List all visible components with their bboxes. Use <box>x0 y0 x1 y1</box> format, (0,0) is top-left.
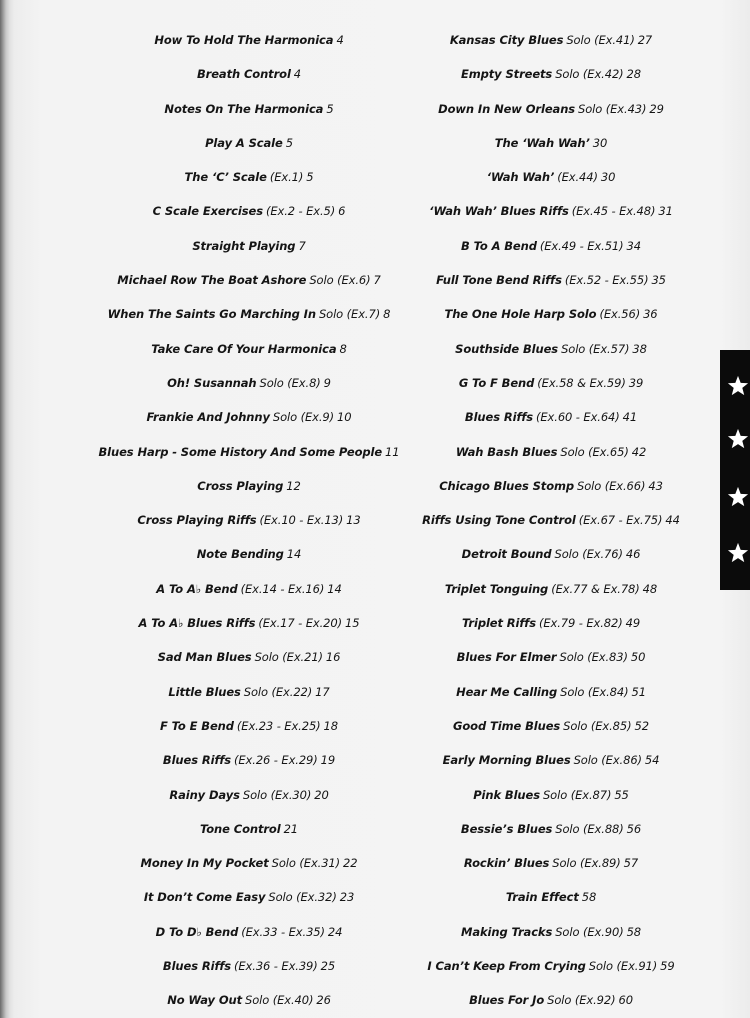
entry-note: (Ex.52 - Ex.55) <box>564 273 649 288</box>
entry-note: Solo (Ex.66) <box>577 478 646 493</box>
entry-page-number: 43 <box>648 478 663 493</box>
entry-page-number: 14 <box>286 547 302 562</box>
entry-title: B To A Bend <box>461 238 537 253</box>
entry-title: The ‘C’ Scale <box>184 170 267 185</box>
contents-entry <box>408 469 694 503</box>
entry-page-number: 13 <box>346 513 361 528</box>
entry-page-number: 51 <box>631 684 646 699</box>
contents-entry <box>84 846 414 880</box>
entry-page-number: 44 <box>665 513 680 528</box>
entry-note: Solo (Ex.7) <box>318 307 381 322</box>
entry-title: Down In New Orleans <box>438 101 576 116</box>
entry-note: Solo (Ex.22) <box>243 684 313 699</box>
contents-entry <box>84 57 414 91</box>
entry-title: Empty Streets <box>461 67 553 82</box>
entry-page-number: 10 <box>337 410 352 425</box>
entry-note: Solo (Ex.90) <box>555 924 624 939</box>
entry-page-number: 24 <box>327 924 343 939</box>
entry-note: Solo (Ex.86) <box>573 753 642 768</box>
contents-entry <box>408 846 694 880</box>
entry-title: Hear Me Calling <box>456 684 558 699</box>
contents-entry <box>408 949 694 983</box>
entry-title: Detroit Bound <box>461 547 552 562</box>
contents-entry <box>84 92 414 126</box>
entry-title: ‘Wah Wah’ Blues Riffs <box>429 204 569 219</box>
contents-entry <box>84 297 414 331</box>
entry-note: Solo (Ex.83) <box>559 650 628 665</box>
contents-entry <box>84 194 414 228</box>
entry-note: Solo (Ex.92) <box>547 993 616 1008</box>
entry-page-number: 48 <box>642 581 658 596</box>
star-icon <box>727 375 749 397</box>
contents-entry <box>408 229 694 263</box>
entry-page-number: 49 <box>625 616 641 631</box>
entry-title: Blues For Jo <box>469 993 545 1008</box>
section-tab-stars <box>720 350 750 590</box>
contents-column-left <box>84 23 414 1018</box>
entry-title: I Can’t Keep From Crying <box>427 959 586 974</box>
entry-note: Solo (Ex.76) <box>554 547 623 562</box>
entry-note: Solo (Ex.43) <box>578 101 647 116</box>
contents-entry <box>84 778 414 812</box>
entry-title: A To A♭ Bend <box>156 581 238 596</box>
contents-entry <box>84 537 414 571</box>
entry-page-number: 12 <box>286 478 301 493</box>
contents-entry <box>408 606 694 640</box>
contents-entry <box>84 880 414 914</box>
entry-page-number: 17 <box>315 684 330 699</box>
entry-title: Southside Blues <box>455 341 559 356</box>
contents-entry <box>84 126 414 160</box>
entry-title: F To E Bend <box>160 718 234 733</box>
entry-note: (Ex.26 - Ex.29) <box>234 753 318 768</box>
contents-entry <box>84 366 414 400</box>
entry-title: Rainy Days <box>169 787 240 802</box>
entry-title: ‘Wah Wah’ <box>486 170 555 185</box>
entry-note: Solo (Ex.40) <box>245 993 314 1008</box>
entry-note: Solo (Ex.42) <box>555 67 624 82</box>
entry-page-number: 4 <box>336 33 344 47</box>
entry-title: Good Time Blues <box>453 718 561 733</box>
contents-entry <box>408 709 694 743</box>
contents-entry <box>84 949 414 983</box>
entry-page-number: 23 <box>339 890 355 905</box>
entry-note: Solo (Ex.30) <box>242 787 312 802</box>
entry-page-number: 14 <box>327 581 342 596</box>
entry-page-number: 36 <box>643 307 658 322</box>
entry-note: Solo (Ex.6) <box>309 273 371 288</box>
entry-title: No Way Out <box>167 993 242 1008</box>
entry-note: Solo (Ex.91) <box>588 959 658 974</box>
entry-page-number: 52 <box>634 718 649 733</box>
entry-title: Early Morning Blues <box>442 753 571 768</box>
contents-entry <box>408 778 694 812</box>
entry-title: Tone Control <box>199 821 281 836</box>
entry-title: Triplet Tonguing <box>444 581 549 596</box>
entry-note: (Ex.49 - Ex.51) <box>539 238 624 253</box>
entry-page-number: 9 <box>323 375 331 390</box>
contents-entry <box>408 23 694 57</box>
entry-page-number: 42 <box>631 444 647 459</box>
entry-page-number: 5 <box>326 101 334 116</box>
entry-title: Breath Control <box>196 67 291 82</box>
entry-title: The One Hole Harp Solo <box>444 307 597 322</box>
entry-title: Kansas City Blues <box>449 33 564 47</box>
entry-note: (Ex.10 - Ex.13) <box>259 513 344 528</box>
entry-note: (Ex.77 & Ex.78) <box>551 581 640 596</box>
entry-title: Cross Playing Riffs <box>137 513 257 528</box>
entry-title: D To D♭ Bend <box>155 924 239 939</box>
entry-page-number: 5 <box>285 135 293 150</box>
entry-page-number: 6 <box>338 204 346 219</box>
entry-note: Solo (Ex.41) <box>566 33 635 47</box>
entry-title: Pink Blues <box>473 787 540 802</box>
entry-note: (Ex.33 - Ex.35) <box>241 924 325 939</box>
entry-title: Frankie And Johnny <box>146 410 270 425</box>
entry-note: Solo (Ex.9) <box>272 410 335 425</box>
contents-entry <box>408 400 694 434</box>
entry-title: Notes On The Harmonica <box>164 101 324 116</box>
contents-entry <box>84 675 414 709</box>
entry-title: Bessie’s Blues <box>460 821 553 836</box>
contents-entry <box>84 606 414 640</box>
entry-title: Rockin’ Blues <box>463 856 550 871</box>
entry-page-number: 11 <box>385 444 400 459</box>
star-icon <box>727 428 749 450</box>
entry-page-number: 35 <box>651 273 666 288</box>
contents-entry <box>84 469 414 503</box>
entry-page-number: 25 <box>320 959 336 974</box>
entry-note: (Ex.67 - Ex.75) <box>578 513 663 528</box>
contents-entry <box>408 332 694 366</box>
contents-column-right <box>408 23 694 1018</box>
contents-entry <box>84 400 414 434</box>
contents-entry <box>84 23 414 57</box>
entry-page-number: 60 <box>618 993 633 1008</box>
entry-title: How To Hold The Harmonica <box>154 33 334 47</box>
entry-note: (Ex.36 - Ex.39) <box>234 959 318 974</box>
entry-note: Solo (Ex.32) <box>268 890 337 905</box>
entry-title: Train Effect <box>505 890 579 905</box>
entry-note: (Ex.58 & Ex.59) <box>537 375 626 390</box>
entry-title: Blues Riffs <box>162 753 231 768</box>
entry-title: Chicago Blues Stomp <box>439 478 575 493</box>
entry-note: (Ex.45 - Ex.48) <box>571 204 656 219</box>
contents-entry <box>84 435 414 469</box>
entry-page-number: 21 <box>283 821 299 836</box>
entry-note: (Ex.14 - Ex.16) <box>240 581 325 596</box>
contents-entry <box>408 537 694 571</box>
entry-page-number: 54 <box>644 753 660 768</box>
contents-entry <box>408 983 694 1017</box>
contents-entry <box>408 435 694 469</box>
entry-note: Solo (Ex.57) <box>561 341 630 356</box>
entry-page-number: 28 <box>626 67 641 82</box>
entry-note: Solo (Ex.88) <box>555 821 624 836</box>
contents-entry <box>408 915 694 949</box>
contents-entry <box>408 640 694 674</box>
entry-title: Blues Harp - Some History And Some People <box>98 444 383 459</box>
contents-entry <box>84 229 414 263</box>
entry-title: Take Care Of Your Harmonica <box>151 341 337 356</box>
entry-note: Solo (Ex.65) <box>560 444 629 459</box>
entry-page-number: 55 <box>614 787 629 802</box>
entry-page-number: 58 <box>581 890 597 905</box>
entry-note: (Ex.2 - Ex.5) <box>265 204 336 219</box>
entry-title: Making Tracks <box>460 924 553 939</box>
entry-title: Little Blues <box>168 684 241 699</box>
entry-page-number: 30 <box>592 135 608 150</box>
entry-page-number: 26 <box>316 993 331 1008</box>
entry-page-number: 38 <box>632 341 647 356</box>
contents-entry <box>84 743 414 777</box>
entry-page-number: 22 <box>343 856 358 871</box>
entry-title: Blues For Elmer <box>456 650 557 665</box>
contents-entry <box>408 503 694 537</box>
entry-title: Wah Bash Blues <box>455 444 558 459</box>
entry-note: (Ex.17 - Ex.20) <box>258 616 342 631</box>
contents-entry <box>84 640 414 674</box>
entry-title: C Scale Exercises <box>152 204 263 219</box>
contents-entry <box>408 263 694 297</box>
entry-note: Solo (Ex.31) <box>271 856 341 871</box>
entry-title: When The Saints Go Marching In <box>107 307 316 322</box>
entry-page-number: 18 <box>323 718 338 733</box>
entry-page-number: 41 <box>622 410 638 425</box>
entry-title: Play A Scale <box>205 135 283 150</box>
entry-title: Note Bending <box>196 547 284 562</box>
entry-title: Straight Playing <box>192 238 296 253</box>
entry-page-number: 7 <box>373 273 381 288</box>
contents-entry <box>408 126 694 160</box>
entry-note: Solo (Ex.85) <box>563 718 632 733</box>
entry-note: Solo (Ex.21) <box>254 650 323 665</box>
contents-entry <box>84 915 414 949</box>
contents-entry <box>84 160 414 194</box>
entry-page-number: 4 <box>293 67 302 82</box>
entry-title: Cross Playing <box>197 478 284 493</box>
entry-note: Solo (Ex.89) <box>552 856 621 871</box>
entry-note: (Ex.79 - Ex.82) <box>538 616 623 631</box>
contents-entry <box>84 332 414 366</box>
entry-note: Solo (Ex.87) <box>542 787 612 802</box>
entry-page-number: 20 <box>314 787 329 802</box>
entry-page-number: 50 <box>630 650 646 665</box>
contents-entry <box>408 57 694 91</box>
entry-page-number: 7 <box>298 238 306 253</box>
star-icon <box>727 486 749 508</box>
contents-entry <box>408 743 694 777</box>
entry-page-number: 58 <box>626 924 642 939</box>
entry-page-number: 30 <box>600 170 616 185</box>
entry-title: Blues Riffs <box>464 410 533 425</box>
book-binding-shadow <box>0 0 14 1018</box>
entry-title: G To F Bend <box>458 375 535 390</box>
entry-page-number: 8 <box>383 307 391 322</box>
entry-title: Sad Man Blues <box>157 650 252 665</box>
entry-note: (Ex.44) <box>557 170 598 185</box>
contents-entry <box>84 709 414 743</box>
contents-entry <box>408 812 694 846</box>
entry-title: Money In My Pocket <box>140 856 269 871</box>
contents-entry <box>408 366 694 400</box>
entry-page-number: 57 <box>623 856 639 871</box>
contents-entry <box>408 297 694 331</box>
contents-entry <box>84 572 414 606</box>
entry-note: (Ex.60 - Ex.64) <box>536 410 620 425</box>
entry-page-number: 8 <box>339 341 347 356</box>
contents-entry <box>408 160 694 194</box>
entry-title: It Don’t Come Easy <box>143 890 266 905</box>
contents-entry <box>408 194 694 228</box>
entry-page-number: 29 <box>649 101 664 116</box>
entry-title: A To A♭ Blues Riffs <box>138 616 256 631</box>
entry-title: Oh! Susannah <box>167 375 257 390</box>
entry-note: (Ex.1) <box>269 170 304 185</box>
entry-title: Full Tone Bend Riffs <box>436 273 562 288</box>
entry-title: The ‘Wah Wah’ <box>494 135 590 150</box>
contents-entry <box>84 503 414 537</box>
entry-page-number: 31 <box>658 204 673 219</box>
contents-entry <box>84 263 414 297</box>
entry-note: (Ex.23 - Ex.25) <box>236 718 321 733</box>
entry-page-number: 15 <box>345 616 360 631</box>
entry-note: Solo (Ex.84) <box>560 684 629 699</box>
entry-page-number: 46 <box>625 547 641 562</box>
entry-title: Triplet Riffs <box>461 616 536 631</box>
star-icon <box>727 542 749 564</box>
contents-entry <box>84 983 414 1017</box>
entry-page-number: 27 <box>637 33 653 47</box>
entry-page-number: 39 <box>628 375 644 390</box>
contents-entry <box>408 92 694 126</box>
entry-note: Solo (Ex.8) <box>259 375 321 390</box>
entry-page-number: 5 <box>306 170 314 185</box>
entry-title: Blues Riffs <box>162 959 231 974</box>
entry-note: (Ex.56) <box>599 307 641 322</box>
contents-entry <box>408 880 694 914</box>
entry-title: Riffs Using Tone Control <box>422 513 576 528</box>
entry-page-number: 34 <box>626 238 641 253</box>
entry-page-number: 19 <box>320 753 336 768</box>
entry-page-number: 59 <box>660 959 675 974</box>
contents-entry <box>408 675 694 709</box>
entry-title: Michael Row The Boat Ashore <box>117 273 307 288</box>
contents-entry <box>84 812 414 846</box>
entry-page-number: 56 <box>626 821 642 836</box>
entry-page-number: 16 <box>325 650 341 665</box>
contents-entry <box>408 572 694 606</box>
